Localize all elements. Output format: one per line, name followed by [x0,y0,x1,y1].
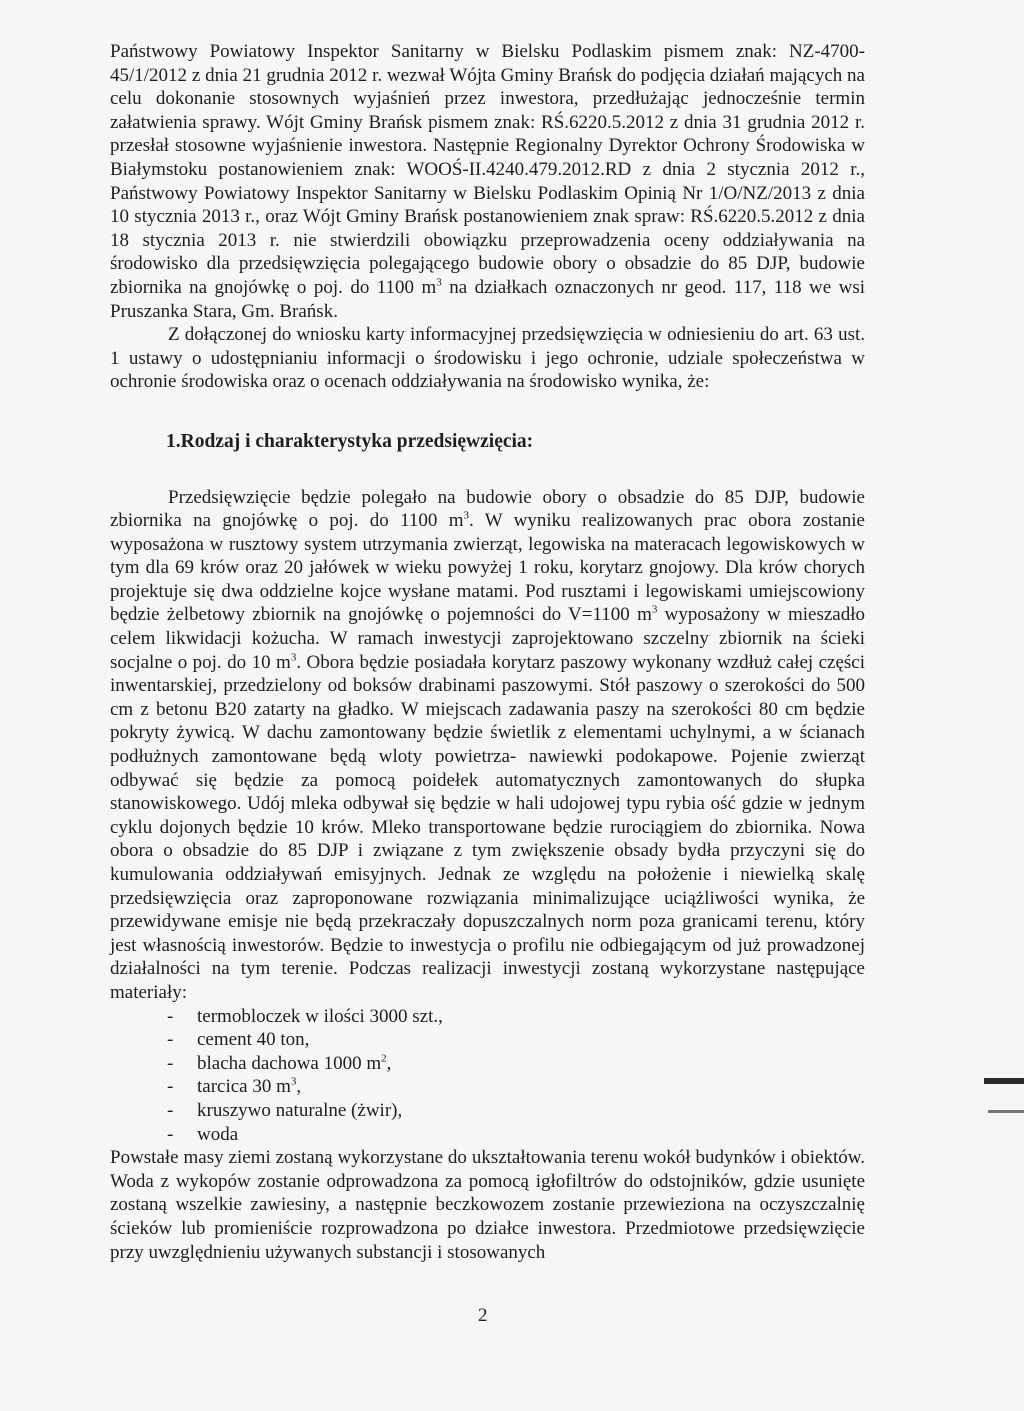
paragraph-earthworks: Powstałe masy ziemi zostaną wykorzystane do ukształtowania terenu wokół budynków i obiektów. Woda z wykopów zostanie odprowadzona za pomocą igłofiltrów do odstojników, gdzie usunięte zostaną wszelkie zawiesiny, a następnie beczkowozem zostanie przewieziona na oczyszczalnię ścieków lub promieniście rozprowadzona po działce inwestora. Przedmiotowe przedsięwzięcie przy uwzględnieniu używanych substancji i stosowanych [110,1147,865,1263]
superscript: 3 [436,276,442,289]
list-item: - blacha dachowa 1000 $m^2$, [167,1052,865,1076]
list-item: - tarcica 30 $m^3$, [167,1075,865,1099]
list-item: - kruszywo naturalne (żwir), [167,1099,865,1123]
paragraph-text: wyposażony w mieszadło celem likwidacji kożucha. W ramach inwestycji zaprojektowano szczelny zbiornik na ścieki socjalne o poj. do 10 m [110,604,866,673]
list-item: - woda [167,1123,865,1147]
scan-edge-mark [984,1078,1024,1084]
paragraph-text: na działkach oznaczonych nr geod. 117, 118 we wsi Pruszanka Stara, Gm. Brańsk. [110,276,865,322]
paragraph-text: . Obora będzie posiadała korytarz paszowy wykonany wzdłuż całej części inwentarskiej, przedzielony od boksów drabinami paszowymi. Stół paszowy o szerokości do 500 cm z betonu B20 zatarty na gładko. W miejscach zadawania paszy na szerokości 80 cm będzie pokryty żywicą. W dachu zamontowany będzie świetlik z elementami uchylnymi, a w ścianach podłużnych zamontowane będą wloty powietrza- nawiewki podokapowe. Pojenie zwierząt odbywać się będzie za pomocą poidełek automatycznych zamontowanych do słupka stanowiskowego. Udój mleka odbywał się będzie w hali udojowej typu rybia ość gdzie w jednym cyklu dojonych będzie 10 krów. Mleko transportowane będzie rurociągiem do zbiornika. Nowa obora o obsadzie do 85 DJP i związane z tym zwiększenie obsady bydła przyczyni się do kumulowania oddziaływań emisyjnych. Jednak ze względu na położenie i niewielką skalę przedsięwzięcia oraz zaproponowane rozwiązania minimalizujące uciążliwości wynika, że przewidywane emisje nie będą przekraczały dopuszczalnych norm poza granicami terenu, który jest własnością inwestorów. Będzie to inwestycja o profilu nie odbiegającym od już prowadzonej działalności na tym terenie. Podczas realizacji inwestycji zostaną wykorzystane następujące materiały: [110,651,866,1003]
superscript: 3 [463,509,470,522]
paragraph-text: . W wyniku realizowanych prac obora zostanie wyposażona w rusztowy system utrzymania zwierząt, legowiska na materacach legowiskowych w tym dla 69 krów oraz 20 jałówek w wieku powyżej 1 roku, korytarz gnojowy. Dla krów chorych projektuje się dwa oddzielne kojce wysłane matami. Pod rusztami i legowiskami umiejscowiony będzie żelbetowy zbiornik na gnojówkę o pojemności do V=1100 m [110,510,865,626]
paragraph-text: Państwowy Powiatowy Inspektor Sanitarny w Bielsku Podlaskim pismem znak: NZ-4700-45/1/2012 z dnia 21 grudnia 2012 r. wezwał Wójta Gminy Brańsk do podjęcia działań mających na celu dokonanie stosownych wyjaśnień przez inwestora, przedłużając jednocześnie termin załatwienia sprawy. Wójt Gminy Brańsk pismem znak: RŚ.6220.5.2012 z dnia 31 grudnia 2012 r. przesłał stosowne wyjaśnienie inwestora. Następnie Regionalny Dyrektor Ochrony Środowiska w Białymstoku postanowieniem znak: WOOŚ-II.4240.479.2012.RD z dnia 2 stycznia 2012 r., Państwowy Powiatowy Inspektor Sanitarny w Bielsku Podlaskim Opinią Nr 1/O/NZ/2013 z dnia 10 stycznia 2013 r., oraz Wójt Gminy Brańsk postanowieniem znak spraw: RŚ.6220.5.2012 z dnia 18 stycznia 2013 r. nie stwierdzili obowiązku przeprowadzenia oceny oddziaływania na środowisko dla przedsięwzięcia polegającego budowie obory o obsadzie do 85 DJP, budowie zbiornika na gnojówkę o poj. do 1100 m [110,41,865,298]
page-number: 2 [478,1305,488,1326]
paragraph-information-card: Z dołączonej do wniosku karty informacyjnej przedsięwzięcia w odniesieniu do art. 63 ust. 1 ustawy o udostępnianiu informacji o środowisku i jego ochronie, udziale społeczeństwa w ochronie środowiska oraz o ocenach oddziaływania na środowisko wynika, że: [110,324,865,393]
list-item: - cement 40 ton, [167,1028,865,1052]
superscript: 3 [651,604,658,617]
materials-list [110,1005,865,1147]
superscript: 3 [290,651,297,664]
paragraph-description [110,486,865,1005]
list-item: - termobloczek w ilości 3000 szt., [167,1005,865,1029]
section-heading: 1.Rodzaj i charakterystyka przedsięwzięcia: [166,430,534,452]
paragraph-text: Przedsięwzięcie będzie polegało na budowie obory o obsadzie do 85 DJP, budowie zbiornika na gnojówkę o poj. do 1100 m [110,486,865,532]
scan-edge-mark [988,1110,1024,1113]
document-body [110,40,865,1264]
paragraph-proceedings [110,40,865,323]
